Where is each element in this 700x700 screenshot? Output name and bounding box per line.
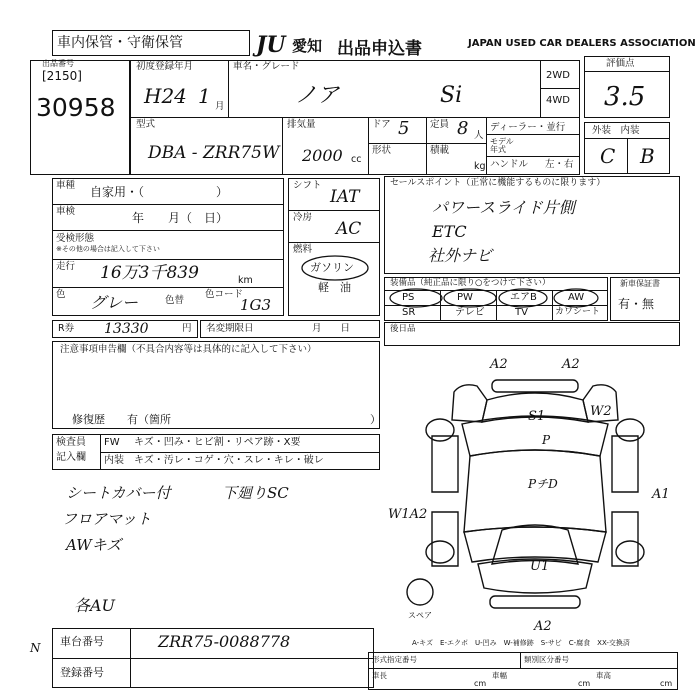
acceptance-label: 受検形態 bbox=[56, 233, 95, 244]
color-code: 1G3 bbox=[240, 296, 272, 314]
inspector-label-2: 記入欄 bbox=[56, 452, 86, 463]
class-label: 類別区分番号 bbox=[524, 655, 569, 664]
manual-options: 有・無 bbox=[618, 297, 655, 311]
lot-sub-number: [2150] bbox=[42, 69, 82, 83]
chassis-label: 車台番号 bbox=[60, 635, 104, 648]
sales-point-item-3: 社外ナビ bbox=[428, 246, 493, 265]
inspector-note-right: 下廻りSC bbox=[222, 484, 289, 502]
model-year-label2: 年式 bbox=[490, 145, 506, 154]
sales-point-label: セールスポイント（正常に機能するものに限ります） bbox=[390, 178, 606, 188]
grade-exterior: C bbox=[600, 144, 616, 168]
grade-interior: B bbox=[640, 144, 655, 168]
inspector-note-2: フロアマット bbox=[62, 510, 152, 528]
fuel-gasoline: ガソリン bbox=[310, 261, 354, 274]
diagram-front-mark-2: A2 bbox=[534, 619, 552, 634]
car-grade: Si bbox=[440, 83, 463, 108]
later-date-box bbox=[384, 322, 680, 346]
fuel-label: 燃料 bbox=[293, 244, 313, 255]
diagram-label-3: U1 bbox=[530, 559, 550, 574]
diagram-front-mark-1: W1A2 bbox=[388, 507, 428, 522]
doors-label: ドア bbox=[372, 119, 391, 130]
mileage-unit: km bbox=[238, 275, 253, 286]
spare-label: スペア bbox=[408, 611, 432, 620]
recycle-unit: 円 bbox=[182, 323, 192, 334]
shape-label: 形状 bbox=[372, 145, 392, 156]
doors-value: 5 bbox=[398, 118, 410, 139]
type-label: 形式指定番号 bbox=[372, 655, 417, 664]
length-label: 車長 bbox=[372, 671, 387, 680]
inspector-label-1: 検査員 bbox=[56, 437, 86, 448]
exterior-text: キズ・凹み・ヒビ割・リペア跡・X要 bbox=[134, 437, 301, 448]
width-unit: cm bbox=[578, 679, 591, 688]
usage-value: 自家用・（ ） bbox=[90, 185, 229, 199]
color-code-label: 色コード bbox=[205, 289, 244, 300]
form-title: 出品申込書 bbox=[337, 39, 422, 59]
genuine-label: 装備品（純正品に限り○をつけて下さい） bbox=[390, 278, 551, 288]
diagram-mark-5: P bbox=[542, 433, 551, 447]
dealer-label: ディーラー・並行 bbox=[490, 122, 566, 133]
height-unit: cm bbox=[660, 679, 673, 688]
aircon-value: AC bbox=[336, 219, 362, 239]
diagram-legend: A-キズ E-エクボ U-凹み W-補修跡 S-サビ C-腐食 XX-交換済 bbox=[412, 639, 630, 647]
car-name-label: 車名・グレード bbox=[233, 61, 300, 72]
color-label: 色 bbox=[56, 289, 66, 300]
handle-label: ハンドル bbox=[490, 159, 529, 170]
grades-label: 外装 内装 bbox=[592, 125, 640, 136]
registration-month: 1 bbox=[198, 84, 211, 108]
interior-tag: 内装 bbox=[104, 455, 124, 466]
chassis-value: ZRR75-0088778 bbox=[158, 632, 291, 651]
drive-4wd: 4WD bbox=[546, 95, 570, 106]
org-name-ja: 愛知 bbox=[292, 37, 323, 55]
storage-box bbox=[52, 30, 250, 56]
seats-unit: 人 bbox=[474, 130, 484, 141]
recycle-value: 13330 bbox=[104, 321, 149, 337]
exterior-tag: FW bbox=[104, 437, 120, 448]
ju-logo: JU bbox=[256, 32, 286, 58]
lot-label: 出品番号 bbox=[42, 59, 74, 68]
genuine-aw: AW bbox=[568, 292, 585, 303]
mileage-label: 走行 bbox=[56, 261, 76, 272]
genuine-tv-ja: テレビ bbox=[455, 307, 485, 318]
seats-value: 8 bbox=[457, 118, 469, 139]
seats-label: 定員 bbox=[430, 119, 450, 130]
genuine-seat: カワシート bbox=[555, 307, 601, 317]
interior-text: キズ・汚レ・コゲ・穴・スレ・キレ・破レ bbox=[134, 455, 324, 466]
genuine-airbag: エアB bbox=[510, 292, 537, 303]
recycle-label: R券 bbox=[58, 323, 75, 334]
diagram-label-1: PチD bbox=[528, 477, 558, 491]
displacement-unit: cc bbox=[351, 154, 362, 165]
height-label: 車高 bbox=[596, 671, 611, 680]
shift-value: IAT bbox=[330, 187, 360, 207]
diagram-mark-3: S1 bbox=[528, 409, 546, 424]
color-value: グレー bbox=[90, 293, 139, 312]
name-change-value: 月 日 bbox=[312, 323, 351, 334]
shift-label: シフト bbox=[293, 180, 322, 191]
car-diagram bbox=[392, 352, 682, 642]
org-name-en: JAPAN USED CAR DEALERS ASSOCIATION bbox=[468, 38, 696, 49]
lot-number: 30958 bbox=[36, 93, 116, 122]
storage-title: 車内保管・守衛保管 bbox=[57, 35, 183, 51]
fuel-diesel: 軽 油 bbox=[318, 281, 351, 294]
registration-no-label: 登録番号 bbox=[60, 666, 104, 679]
inspector-note-4: 各AU bbox=[74, 596, 116, 615]
repair-label: 修復歴 有（箇所 bbox=[72, 413, 171, 426]
inspector-note-3: AWキズ bbox=[66, 536, 122, 554]
width-label: 車幅 bbox=[492, 671, 507, 680]
diagram-mark-2: A2 bbox=[562, 357, 580, 372]
name-change-label: 名変期限日 bbox=[206, 323, 254, 334]
registration-label: 初度登録年月 bbox=[136, 61, 194, 72]
repair-close: ） bbox=[370, 413, 381, 426]
sales-point-item-1: パワースライド片側 bbox=[432, 198, 575, 217]
diagram-label-2: A1 bbox=[652, 487, 670, 502]
inspection-label: 車検 bbox=[56, 206, 76, 217]
diagram-mark-4: W2 bbox=[590, 404, 612, 419]
fuel-circle-mark bbox=[300, 252, 370, 282]
displacement-label: 排気量 bbox=[287, 119, 316, 130]
load-unit: kg bbox=[474, 161, 486, 172]
load-label: 積載 bbox=[430, 145, 450, 156]
genuine-tv: TV bbox=[515, 307, 528, 318]
genuine-circle-marks bbox=[390, 287, 602, 309]
car-name: ノア bbox=[295, 83, 340, 108]
score-value: 3.5 bbox=[604, 82, 646, 112]
genuine-ps: PS bbox=[402, 292, 415, 303]
length-unit: cm bbox=[474, 679, 487, 688]
margin-mark: N bbox=[30, 641, 41, 655]
drive-2wd: 2WD bbox=[546, 70, 570, 81]
diagram-mark-1: A2 bbox=[490, 357, 508, 372]
handle-options: 左・右 bbox=[545, 159, 574, 170]
inspector-note-1: シートカバー付 bbox=[66, 484, 171, 502]
genuine-sr: SR bbox=[402, 307, 416, 318]
acceptance-note: ※その他の場合は記入して下さい bbox=[56, 245, 160, 253]
model-year-label1: モデル bbox=[490, 137, 514, 146]
notice-label: 注意事項申告欄（不具合内容等は具体的に記入して下さい） bbox=[60, 344, 317, 355]
genuine-pw: PW bbox=[457, 292, 473, 303]
model-label: 型式 bbox=[136, 119, 156, 130]
mileage-value: 16万3千839 bbox=[100, 263, 199, 283]
displacement-value: 2000 bbox=[302, 146, 343, 165]
registration-year: H24 bbox=[144, 84, 187, 108]
score-label: 評価点 bbox=[606, 58, 635, 69]
manual-label: 新車保証書 bbox=[620, 279, 660, 288]
aircon-label: 冷房 bbox=[293, 212, 313, 223]
inspection-value: 年 月（ 日） bbox=[132, 211, 229, 225]
later-date-label: 後日品 bbox=[390, 324, 416, 334]
color-change-label: 色替 bbox=[165, 295, 185, 306]
model-value: DBA - ZRR75W bbox=[148, 143, 280, 163]
usage-label: 車種 bbox=[56, 180, 76, 191]
sales-point-item-2: ETC bbox=[432, 222, 467, 241]
registration-month-unit: 月 bbox=[215, 101, 225, 112]
